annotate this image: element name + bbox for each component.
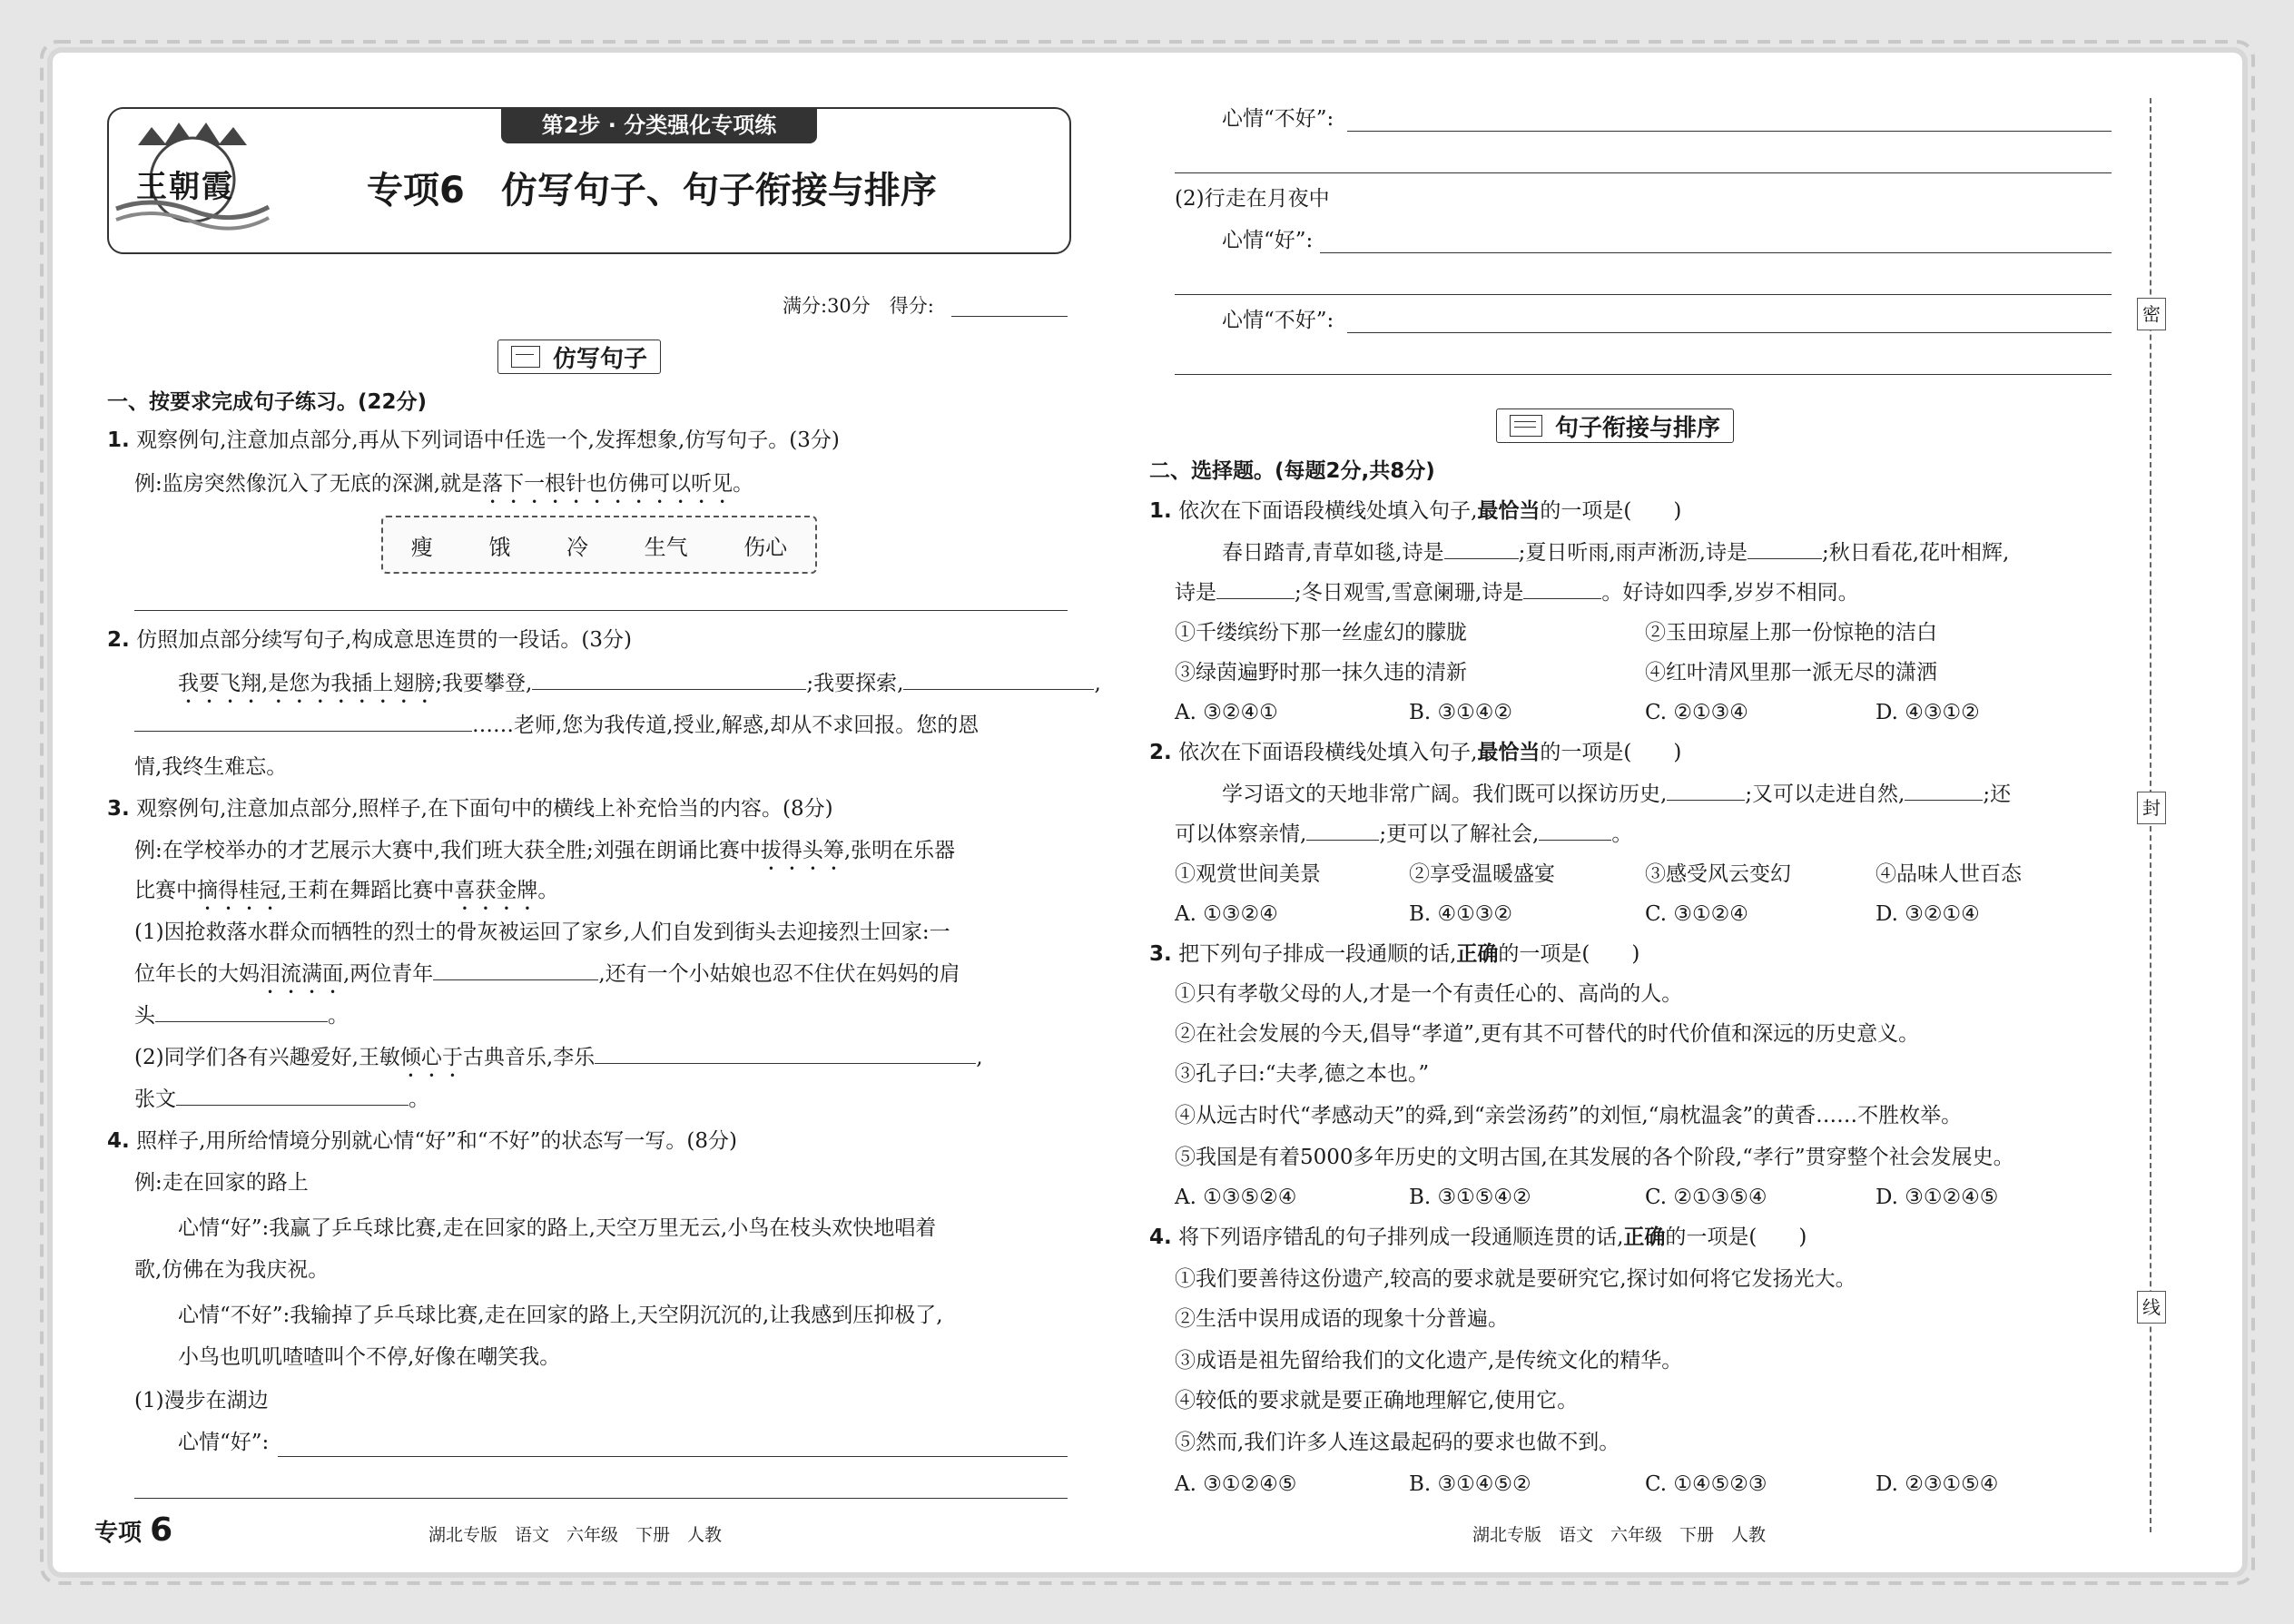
page-title: 专项6 仿写句子、句子衔接与排序 <box>367 170 937 212</box>
q4-good-a: 心情“好”:我赢了乒乓球比赛,走在回家的路上,天空万里无云,小鸟在枝头欢快地唱着 <box>178 1216 937 1240</box>
rq1-opt1: ①千缕缤纷下那一丝虚幻的朦胧 <box>1175 621 1467 645</box>
q3-s1d <box>134 1002 349 1029</box>
q4-s1-good: 心情“好”: <box>178 1431 270 1454</box>
rq4-choice-d[interactable]: D. ②③①⑤④ <box>1876 1472 1999 1496</box>
q4-s2-bad-line2[interactable] <box>1175 374 2112 375</box>
q2-text: 仿照加点部分续写句子,构成意思连贯的一段话。(3分) <box>136 628 632 652</box>
q3-line <box>107 795 833 822</box>
rq3-stem: 3. 把下列句子排成一段通顺的话,正确的一项是( ) <box>1149 942 1640 966</box>
q4-s2-good: 心情“好”: <box>1222 229 1314 252</box>
q4-s2-good-line[interactable] <box>1320 252 2112 253</box>
q2-body-1: 我要飞翔,是您为我插上翅膀;我要攀登, ;我要探索, , <box>178 672 1101 695</box>
rq3-choice-a[interactable]: A. ①③⑤②④ <box>1175 1186 1297 1209</box>
rq2-opt4: ④品味人世百态 <box>1876 862 2022 886</box>
footer-left-info: 湖北专版 语文 六年级 下册 人教 <box>428 1525 723 1545</box>
section1-heading-label: 仿写句子 <box>553 345 648 373</box>
rq1-p1: 春日踏青,青草如毯,诗是 ;夏日听雨,雨声淅沥,诗是 ;秋日看花,花叶相辉, <box>1222 541 2010 565</box>
rq1-choice-d[interactable]: D. ④③①② <box>1876 701 1980 724</box>
q4-s1: (1)漫步在湖边 <box>134 1389 269 1412</box>
q4-bad-b: 小鸟也叽叽喳喳叫个不停,好像在嘲笑我。 <box>178 1345 561 1369</box>
rq1-p2: 诗是 ;冬日观雪,雪意阑珊,诗是 。好诗如四季,岁岁不相同。 <box>1175 581 1859 605</box>
rq2-p2: 可以体察亲情, ;更可以了解社会, 。 <box>1175 822 1633 846</box>
q4-bad-a: 心情“不好”:我输掉了乒乓球比赛,走在回家的路上,天空阴沉沉的,让我感到压抑极了, <box>178 1304 943 1327</box>
q3-s2c-text: 张文 <box>134 1088 176 1111</box>
rq3-choice-c[interactable]: C. ②①③⑤④ <box>1645 1186 1767 1209</box>
q1-answer-line[interactable] <box>134 610 1068 611</box>
word-2: 饿 <box>488 534 511 560</box>
footer-right-info: 湖北专版 语文 六年级 下册 人教 <box>1472 1525 1767 1545</box>
q3-ex1: 例:在学校举办的才艺展示大赛中,我们班大获全胜;刘强在朗诵比赛中拔得头筹,张明在乐器 <box>134 839 956 862</box>
q4-num: 4. <box>107 1129 130 1153</box>
rq2-opt2: ②享受温暖盛宴 <box>1409 862 1555 886</box>
q2-line2: ……老师,您为我传道,授业,解惑,却从不求回报。您的恩 <box>472 714 980 737</box>
q3-s1e: 。 <box>328 1004 349 1028</box>
rq1-opt3: ③绿茵遍野时那一抹久违的清新 <box>1175 661 1467 684</box>
q4-s2: (2)行走在月夜中 <box>1175 187 1330 211</box>
rq3-line5: ⑤我国是有着5000多年历史的文明古国,在其发展的各个阶段,“孝行”贯穿整个社会发展史。 <box>1175 1146 2014 1169</box>
rq3-line4: ④从远古时代“孝感动天”的舜,到“亲尝汤药”的刘恒,“扇枕温衾”的黄香……不胜枚举。 <box>1175 1104 1963 1127</box>
rq3-line2: ②在社会发展的今天,倡导“孝道”,更有其不可替代的时代价值和深远的历史意义。 <box>1175 1022 1920 1046</box>
q3-s2c <box>134 1086 429 1113</box>
q2-line <box>107 626 632 654</box>
q1-line <box>107 427 840 454</box>
rq1-choice-b[interactable]: B. ③①④② <box>1409 701 1513 724</box>
rq4-line1: ①我们要善待这份遗产,较高的要求就是要研究它,探讨如何将它发扬光大。 <box>1175 1267 1856 1291</box>
logo-text: 王朝霞 <box>136 169 234 205</box>
word-3: 冷 <box>566 534 588 560</box>
rq4-choice-b[interactable]: B. ③①④⑤② <box>1409 1472 1531 1496</box>
rq1-choice-a[interactable]: A. ③②④① <box>1175 701 1278 724</box>
word-1: 瘦 <box>410 534 433 560</box>
q3-s1c: ,还有一个小姑娘也忍不住伏在妈妈的肩 <box>598 962 960 986</box>
q3-s2a: (2)同学们各有兴趣爱好,王敏倾心于古典音乐,李乐 , <box>134 1046 983 1069</box>
rq2-choice-a[interactable]: A. ①③②④ <box>1175 902 1278 926</box>
step-label: 第2步 · 分类强化专项练 <box>501 107 817 143</box>
q1-num: 1. <box>107 428 130 452</box>
q4-s2-bad: 心情“不好”: <box>1222 309 1334 332</box>
book-icon <box>1510 415 1542 437</box>
rq4-choice-c[interactable]: C. ①④⑤②③ <box>1645 1472 1767 1496</box>
q1-main: 一、按要求完成句子练习。(22分) <box>107 390 428 414</box>
rq3-line1: ①只有孝敬父母的人,才是一个有责任心的、高尚的人。 <box>1175 982 1683 1006</box>
footer-page-num: 6 <box>150 1511 173 1549</box>
q3-s1d-text: 头 <box>134 1004 155 1028</box>
seal-label-xian: 线 <box>2137 1291 2166 1324</box>
seal-label-feng: 封 <box>2137 792 2166 824</box>
q4-text: 照样子,用所给情境分别就心情“好”和“不好”的状态写一写。(8分) <box>136 1129 737 1153</box>
rq3-choice-d[interactable]: D. ③①②④⑤ <box>1876 1186 1999 1209</box>
rq4-stem: 4. 将下列语序错乱的句子排列成一段通顺连贯的话,正确的一项是( ) <box>1149 1225 1807 1249</box>
seal-label-mi: 密 <box>2137 298 2166 330</box>
score-blank[interactable] <box>951 316 1068 317</box>
q4-s1-good-line[interactable] <box>278 1456 1068 1457</box>
q4-good-b: 歌,仿佛在为我庆祝。 <box>134 1258 330 1282</box>
rq1-opt4: ④红叶清风里那一派无尽的潇洒 <box>1645 661 1937 684</box>
rq4-line2: ②生活中误用成语的现象十分普遍。 <box>1175 1307 1509 1331</box>
footer-left-label <box>94 1512 172 1551</box>
q2-num: 2. <box>107 628 130 652</box>
score-label: 满分:30分 得分: <box>783 295 934 317</box>
q4-ex: 例:走在回家的路上 <box>134 1171 309 1195</box>
q4-s1-bad-line[interactable] <box>1347 131 2112 132</box>
rq4-line5: ⑤然而,我们许多人连这最起码的要求也做不到。 <box>1175 1431 1620 1454</box>
rq2-opt1: ①观赏世间美景 <box>1175 862 1321 886</box>
q2-body-2 <box>134 712 979 739</box>
footer-zhuanxiang: 专项 <box>94 1520 143 1547</box>
rq2-opt3: ③感受风云变幻 <box>1645 862 1791 886</box>
rq2-p1: 学习语文的天地非常广阔。我们既可以探访历史, ;又可以走进自然, ;还 <box>1222 782 2012 806</box>
logo <box>111 109 274 245</box>
rq2-choice-d[interactable]: D. ③②①④ <box>1876 902 1980 926</box>
q4-s1-bad-line2[interactable] <box>1175 172 2112 173</box>
word-4: 生气 <box>644 534 688 560</box>
q4-line <box>107 1127 737 1155</box>
rq3-choice-b[interactable]: B. ③①⑤④② <box>1409 1186 1531 1209</box>
q4-s2-good-line2[interactable] <box>1175 294 2112 295</box>
section2-heading-label: 句子衔接与排序 <box>1555 414 1721 442</box>
rq1-opt2: ②玉田琼屋上那一份惊艳的洁白 <box>1645 621 1937 645</box>
rq4-choice-a[interactable]: A. ③①②④⑤ <box>1175 1472 1297 1496</box>
q1-text: 观察例句,注意加点部分,再从下列词语中任选一个,发挥想象,仿写句子。(3分) <box>136 428 840 452</box>
q4-s1-bad: 心情“不好”: <box>1222 107 1334 131</box>
pen-icon <box>511 346 540 368</box>
q3-text: 观察例句,注意加点部分,照样子,在下面句中的横线上补充恰当的内容。(8分) <box>136 797 833 821</box>
rq1-stem: 1. 依次在下面语段横线处填入句子,最恰当的一项是( ) <box>1149 499 1682 523</box>
section1-heading <box>497 340 661 374</box>
q3-s2d: 。 <box>409 1088 429 1111</box>
rq4-line4: ④较低的要求就是要正确地理解它,使用它。 <box>1175 1389 1579 1412</box>
section2-heading <box>1496 408 1734 443</box>
rq3-line3: ③孔子曰:“夫孝,德之本也。” <box>1175 1062 1430 1086</box>
q4-s2-bad-line[interactable] <box>1347 332 2112 333</box>
rq2-choice-b[interactable]: B. ④①③② <box>1409 902 1513 926</box>
q2-body-3: 情,我终生难忘。 <box>134 755 288 779</box>
rq4-line3: ③成语是祖先留给我们的文化遗产,是传统文化的精华。 <box>1175 1349 1683 1373</box>
q2-main: 二、选择题。(每题2分,共8分) <box>1149 459 1435 483</box>
q4-s1-good-line2[interactable] <box>134 1498 1068 1499</box>
word-5: 伤心 <box>743 534 788 560</box>
rq2-choice-c[interactable]: C. ③①②④ <box>1645 902 1748 926</box>
word-box <box>381 516 817 574</box>
q3-num: 3. <box>107 797 130 821</box>
rq1-choice-c[interactable]: C. ②①③④ <box>1645 701 1748 724</box>
q3-ex2: 比赛中摘得桂冠,王莉在舞蹈比赛中喜获金牌。 <box>134 879 559 902</box>
q1-example: 例:监房突然像沉入了无底的深渊,就是落下一根针也仿佛可以听见。 <box>134 472 754 496</box>
q3-s1a: (1)因抢救落水群众而牺牲的烈士的骨灰被运回了家乡,人们自发到街头去迎接烈士回家:一 <box>134 920 950 944</box>
rq2-stem: 2. 依次在下面语段横线处填入句子,最恰当的一项是( ) <box>1149 741 1682 764</box>
q3-s1b: 位年长的大妈泪流满面,两位青年 ,还有一个小姑娘也忍不住伏在妈妈的肩 <box>134 962 960 986</box>
